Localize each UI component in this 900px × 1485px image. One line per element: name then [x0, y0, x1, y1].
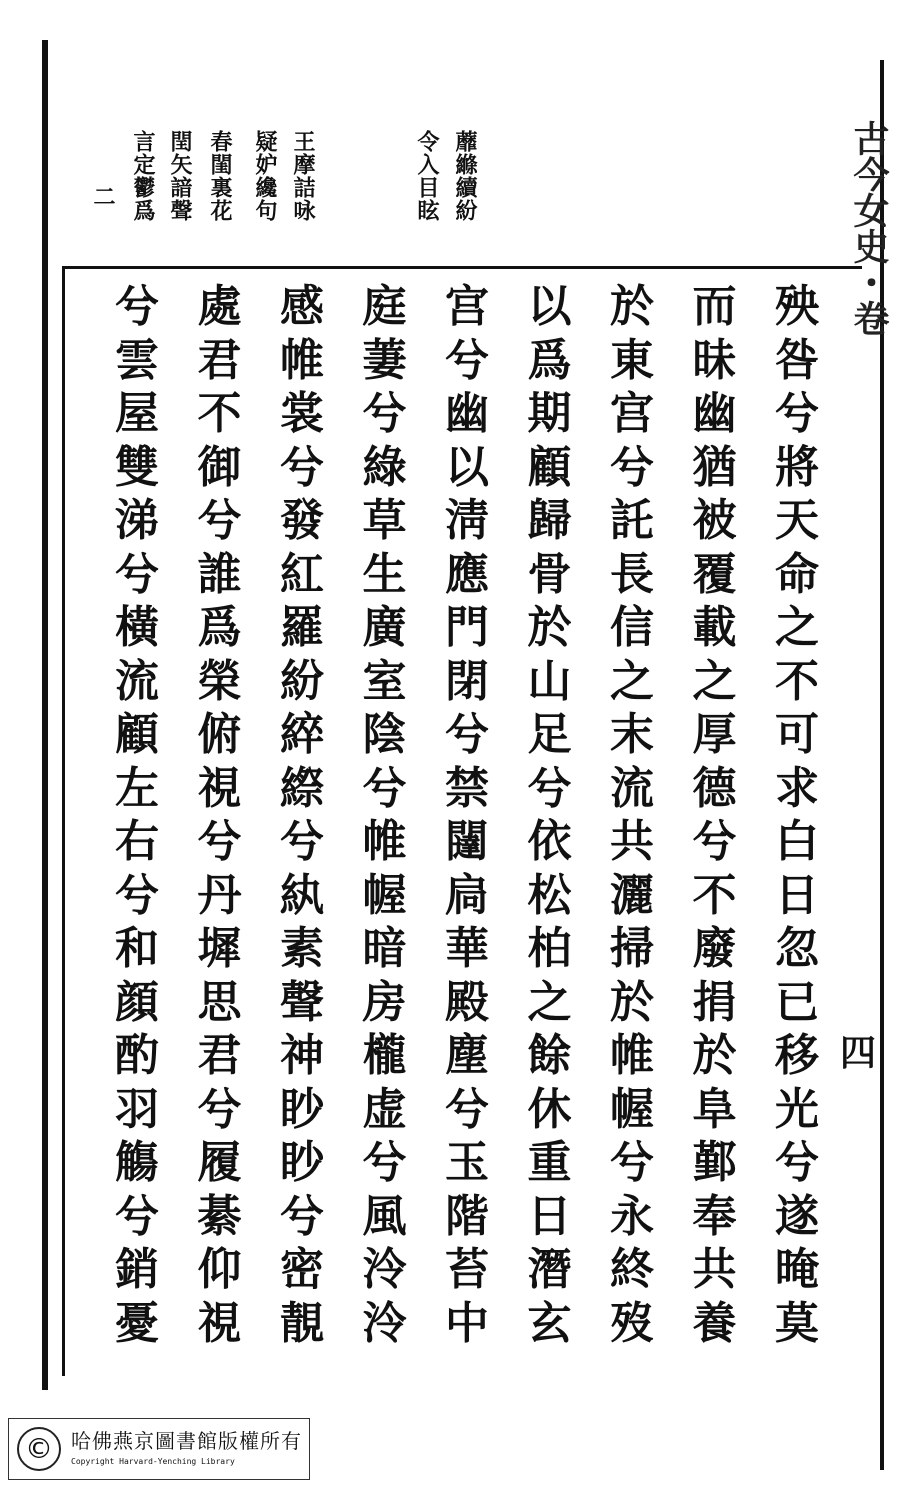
running-head: 古今女史・卷: [848, 120, 890, 336]
copyright-text-zh: 哈佛燕京圖書館版權所有: [71, 1429, 302, 1453]
copyright-text-en: Copyright Harvard-Yenching Library: [71, 1457, 235, 1466]
text-column: 以 爲 期 顧 歸 骨 於 山 足 兮 依 松 柏 之 餘 休 重 日 潛 玄: [527, 281, 572, 1349]
text-column: 處 君 不 御 兮 誰 爲 榮 俯 視 兮 丹 墀 思 君 兮 履 綦 仰 視: [197, 281, 242, 1349]
gloss-column: 蘼縧續紛: [452, 130, 478, 222]
copyright-icon: ©: [17, 1427, 61, 1471]
frame-left-rule: [62, 266, 65, 1376]
gloss-column: 令入目眩: [414, 130, 440, 222]
text-column: 庭 萋 兮 綠 草 生 廣 室 陰 兮 帷 幄 暗 房 櫳 虚 兮 風 泠 泠: [362, 281, 407, 1349]
gloss-column: 春閨裏花: [207, 130, 233, 222]
text-column: 宫 兮 幽 以 淸 應 門 閉 兮 禁 闥 扃 華 殿 塵 兮 玉 階 苔 中: [445, 281, 489, 1349]
frame-top-rule: [62, 266, 862, 269]
text-column: 殃 咎 兮 將 天 命 之 不 可 求 白 日 忽 已 移 光 兮 遂 晻 莫: [775, 281, 819, 1349]
gloss-column: 言定鬱爲: [130, 130, 156, 222]
copyright-stamp: [8, 1418, 310, 1480]
text-column: 於 東 宫 兮 託 長 信 之 末 流 共 灑 掃 於 帷 幄 兮 永 終 歿: [610, 281, 654, 1349]
text-column: 感 帷 裳 兮 發 紅 羅 紛 綷 縩 兮 紈 素 聲 神 眇 眇 兮 密 靚: [280, 281, 324, 1349]
folio-number: 四: [840, 1032, 877, 1074]
text-column: 而 昧 幽 猶 被 覆 載 之 厚 德 兮 不 廢 捐 於 阜 鄞 奉 共 養: [692, 281, 737, 1349]
page-edge-line: [42, 40, 48, 1390]
text-column: 兮 雲 屋 雙 涕 兮 橫 流 顧 左 右 兮 和 顔 酌 羽 觴 兮 銷 憂: [115, 281, 159, 1349]
gloss-column: 王摩詰咏: [290, 130, 316, 222]
gloss-margin-mark: 二: [90, 185, 116, 208]
gloss-column: 閏矢諳聲: [167, 130, 193, 222]
gloss-column: 疑妒纔句: [252, 130, 278, 222]
